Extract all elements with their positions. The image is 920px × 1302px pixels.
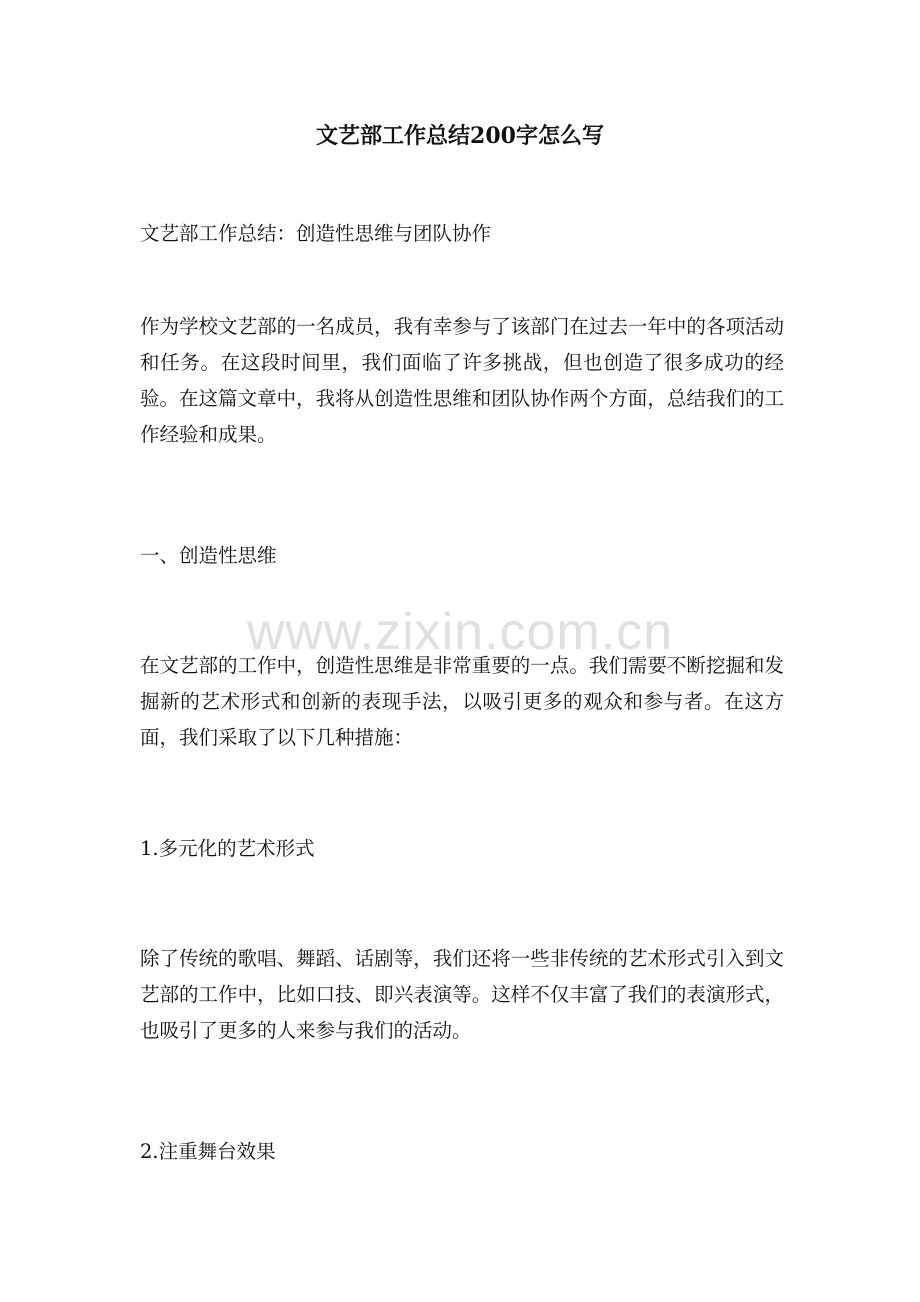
section-1-paragraph: 在文艺部的工作中，创造性思维是非常重要的一点。我们需要不断挖掘和发掘新的艺术形式和创新的表现手法，以吸引更多的观众和参与者。在这方面，我们采取了以下几种措施：: [140, 654, 784, 749]
watermark: www.zixin.com.cn: [246, 603, 674, 661]
item-1-paragraph: 除了传统的歌唱、舞蹈、话剧等，我们还将一些非传统的艺术形式引入到文艺部的工作中，比如口技、即兴表演等。这样不仅丰富了我们的表演形式，也吸引了更多的人来参与我们的活动。: [140, 947, 784, 1042]
item-2-heading: 2.注重舞台效果: [140, 1140, 276, 1163]
document-subtitle: 文艺部工作总结：创造性思维与团队协作: [140, 222, 492, 245]
section-1-heading: 一、创造性思维: [140, 544, 277, 567]
document-title: 文艺部工作总结200字怎么写: [316, 123, 604, 149]
item-1-heading: 1.多元化的艺术形式: [140, 837, 315, 860]
intro-paragraph: 作为学校文艺部的一名成员，我有幸参与了该部门在过去一年中的各项活动和任务。在这段时间里，我们面临了许多挑战，但也创造了很多成功的经验。在这篇文章中，我将从创造性思维和团队协作两个方面，总结我们的工作经验和成果。: [140, 315, 784, 446]
